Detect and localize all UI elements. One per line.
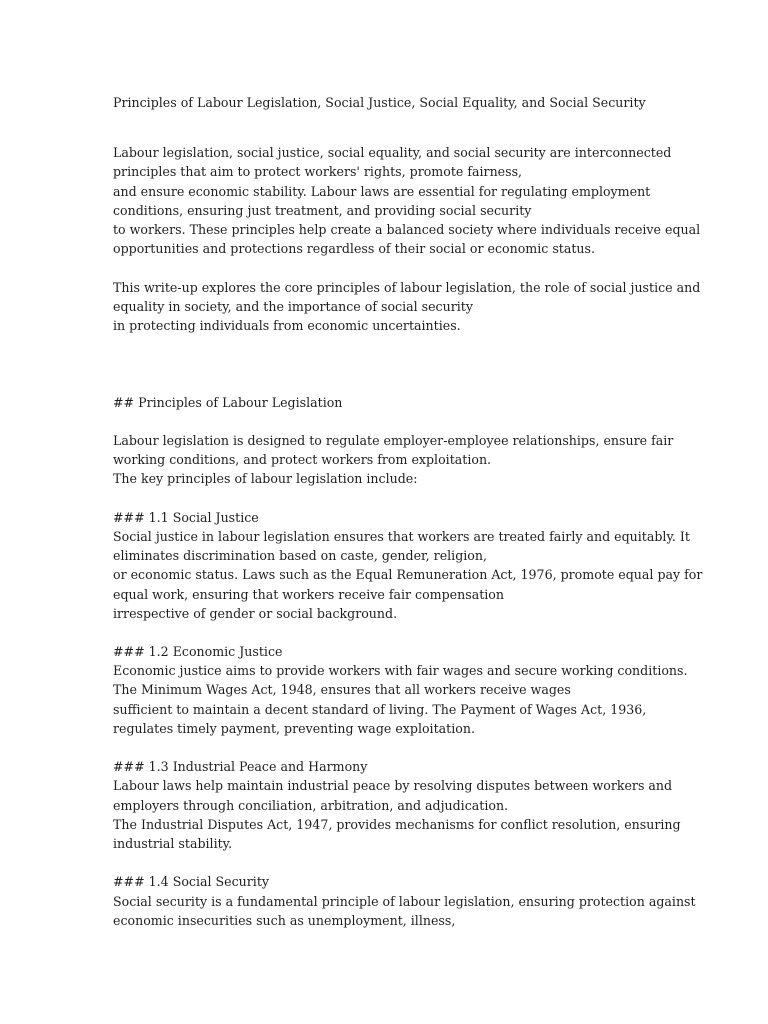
paragraph-line: Labour laws help maintain industrial peace by resolving disputes between workers and: [113, 778, 673, 794]
paragraph-line: opportunities and protections regardless of their social or economic status.: [113, 241, 595, 257]
subsection-social-security: [113, 872, 696, 930]
paragraph-line: or economic status. Laws such as the Equal Remuneration Act, 1976, promote equal pay for: [113, 567, 703, 583]
paragraph-line: economic insecurities such as unemployment, illness,: [113, 912, 456, 928]
subsection-heading: ### 1.4 Social Security: [113, 874, 269, 890]
spacer: [113, 623, 673, 642]
intro-paragraph-2: [113, 278, 701, 336]
paragraph-line: Labour legislation is designed to regulate employer-employee relationships, ensure fair: [113, 433, 674, 448]
subsection-economic-justice: [113, 642, 688, 738]
spacer: [113, 412, 673, 431]
paragraph-line: This write-up explores the core principles of labour legislation, the role of social justice and: [113, 279, 701, 295]
paragraph-line: conditions, ensuring just treatment, and providing social security: [113, 202, 532, 218]
spacer: [113, 489, 673, 508]
paragraph-line: Social justice in labour legislation ensures that workers are treated fairly and equitably. It: [113, 528, 690, 544]
paragraph-line: equality in society, and the importance of social security: [113, 298, 473, 314]
paragraph-line: irrespective of gender or social background.: [113, 605, 398, 621]
spacer: [113, 112, 673, 143]
paragraph-line: regulates timely payment, preventing wage exploitation.: [113, 720, 475, 736]
subsection-heading: ### 1.1 Social Justice: [113, 509, 259, 525]
subsection-heading: ### 1.3 Industrial Peace and Harmony: [113, 759, 368, 775]
subsection-heading: ### 1.2 Economic Justice: [113, 644, 283, 660]
paragraph-line: equal work, ensuring that workers receive fair compensation: [113, 586, 504, 602]
subsection-industrial-peace: [113, 757, 681, 853]
paragraph-line: The Minimum Wages Act, 1948, ensures that all workers receive wages: [113, 682, 571, 698]
paragraph-line: industrial stability.: [113, 835, 233, 851]
intro-paragraph-1: [113, 143, 701, 258]
spacer: [113, 258, 673, 277]
spacer: [113, 373, 673, 392]
paragraph-line: Economic justice aims to provide workers with fair wages and secure working conditions.: [113, 663, 688, 679]
spacer: [113, 354, 673, 373]
document-page: [113, 93, 703, 930]
paragraph-line: eliminates discrimination based on caste, gender, religion,: [113, 548, 487, 564]
section-intro: [113, 431, 673, 489]
document-title: Principles of Labour Legislation, Social Justice, Social Equality, and Social Security: [113, 95, 646, 110]
paragraph-line: in protecting individuals from economic uncertainties.: [113, 317, 461, 333]
paragraph-line: and ensure economic stability. Labour laws are essential for regulating employment: [113, 183, 651, 199]
section-heading: ## Principles of Labour Legislation: [113, 394, 343, 410]
spacer: [113, 853, 673, 872]
spacer: [113, 738, 673, 757]
paragraph-line: Social security is a fundamental principle of labour legislation, ensuring protection against: [113, 893, 696, 909]
paragraph-line: to workers. These principles help create a balanced society where individuals receive equal: [113, 221, 701, 237]
paragraph-line: Labour legislation, social justice, social equality, and social security are interconnected: [113, 145, 672, 161]
subsection-social-justice: [113, 508, 703, 623]
paragraph-line: principles that aim to protect workers' rights, promote fairness,: [113, 164, 523, 180]
paragraph-line: working conditions, and protect workers from exploitation.: [113, 452, 492, 468]
paragraph-line: sufficient to maintain a decent standard of living. The Payment of Wages Act, 1936,: [113, 701, 647, 717]
paragraph-line: The key principles of labour legislation include:: [113, 471, 418, 487]
paragraph-line: employers through conciliation, arbitration, and adjudication.: [113, 797, 509, 813]
paragraph-line: The Industrial Disputes Act, 1947, provides mechanisms for conflict resolution, ensuring: [113, 816, 681, 832]
spacer: [113, 335, 673, 354]
